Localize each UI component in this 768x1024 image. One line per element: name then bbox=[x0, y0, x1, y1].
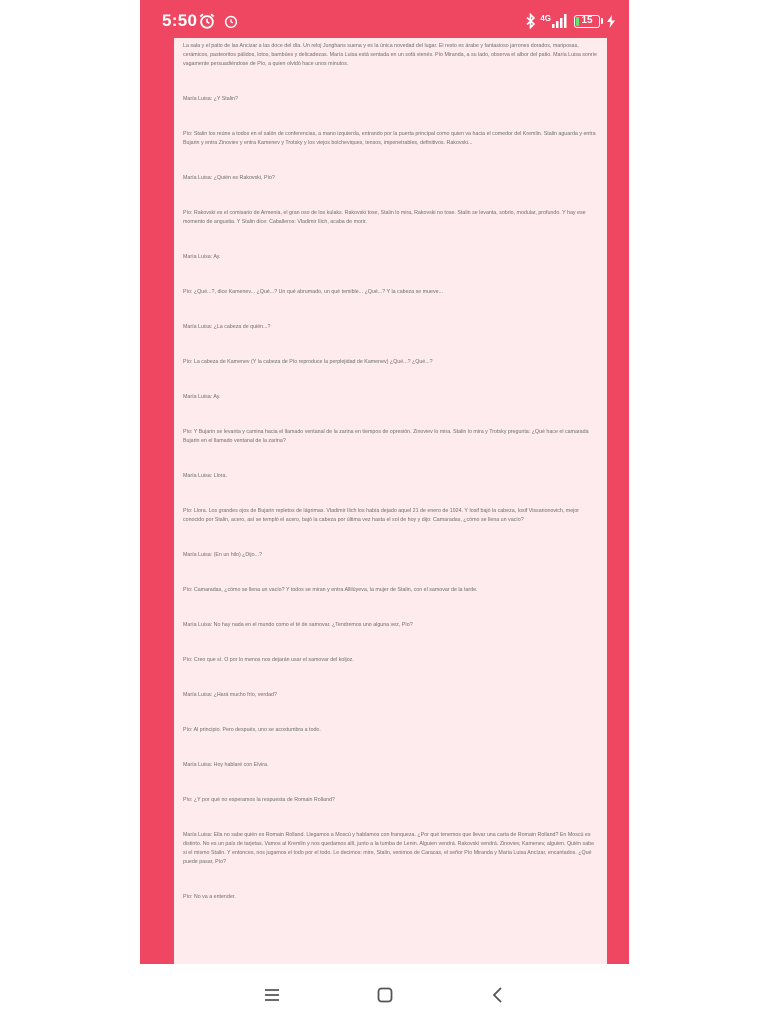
dialogue-paragraph: Pío: Camaradas, ¿cómo se llena un vacío? Y todos se miran y entra Allilúyeva, la mujer de Stalin, con el samovar de la tarde. bbox=[183, 587, 478, 593]
document-body bbox=[174, 38, 607, 902]
alarm-icon bbox=[222, 12, 240, 30]
navigation-bar bbox=[0, 964, 768, 1024]
battery-tip bbox=[601, 18, 603, 24]
dialogue-paragraph: María Luisa: ¿Hará mucho frío, verdad? bbox=[183, 692, 277, 698]
home-icon[interactable] bbox=[374, 984, 396, 1006]
dialogue-paragraph: Pío: Llora. Los grandes ojos de Bujarin repletos de lágrimas. Vladimir Ilich los había dejado aquel 21 de enero de 1924. Y Iosif bajó la cabeza, Iosif Vissarionovich, mejor conocido por Stalin, acero, así se templó el acero, bajó la cabeza por última vez hasta el sol de hoy y dijo: Camaradas, ¿cómo se llena un vacío? bbox=[183, 508, 580, 523]
dialogue-paragraph: Pío: Al principio. Pero después, uno se acostumbra a todo. bbox=[183, 727, 321, 733]
dialogue-paragraph: María Luisa: Llora. bbox=[183, 473, 227, 479]
document-page[interactable] bbox=[174, 38, 607, 964]
dialogue-paragraph: María Luisa: ¿La cabeza de quién...? bbox=[183, 324, 271, 330]
battery-indicator bbox=[574, 15, 600, 28]
alarm-icon bbox=[198, 12, 216, 30]
dialogue-paragraph: María Luisa: (En un hilo) ¿Dijo...? bbox=[183, 552, 262, 558]
dialogue-paragraph: Pío: Creo que sí. O por lo menos nos dejarán usar el samovar del koljoz. bbox=[183, 657, 354, 663]
battery-level: 15 bbox=[581, 15, 593, 26]
status-icons bbox=[526, 11, 615, 31]
dialogue-paragraph: Pío: Y Bujarin se levanta y camina hacia el llamado ventanal de la zarina en tiempos de opresión. Zinoviev lo mira. Stalin lo mira y Trotsky pregunta: ¿Qué hace el camarada Bujarin en el llamado ventanal de la zarina? bbox=[183, 429, 589, 444]
menu-icon[interactable] bbox=[261, 984, 283, 1006]
dialogue-paragraph: Pío: No va a entender. bbox=[183, 894, 236, 900]
dialogue-paragraph: María Luisa: ¿Quién es Rakovski, Pío? bbox=[183, 175, 275, 181]
signal-icon bbox=[540, 14, 570, 28]
dialogue-paragraph: Pío: La cabeza de Kamenev (Y la cabeza de Pío reproduce la perplejidad de Kamenev) ¿Qué...? ¿Qué...? bbox=[183, 359, 433, 365]
back-icon[interactable] bbox=[487, 984, 509, 1006]
dialogue-paragraph: Pío: ¿Qué...?, dice Kamenev... ¿Qué...? Un qué abrumado, un qué temible... ¿Qué...? Y la cabeza se mueve... bbox=[183, 289, 443, 295]
dialogue-paragraph: Pío: Stalin los reúne a todos en el salón de conferencias, a mano izquierda, entrando por la puerta principal como quien va hacia el comedor del Kremlin. Stalin aguarda y entra Bujarin y entra Zinoviev y entra Kamenev y Trotsky y los viejos bolcheviques, tensos, impenetrables, definitivos. Rakovski... bbox=[183, 131, 596, 146]
network-type: 4G bbox=[540, 14, 551, 23]
dialogue-paragraph: María Luisa: Ella no sabe quién es Romain Rolland. Llegamos a Moscú y hablamos con franqueza. ¿Por qué tenemos que llevar una carta de Romain Rolland? En Moscú es distinto. No es un país de tarjetas. Vamos al Kremlin y nos quedamos allí, junto a la tumba de Lenin. Alguien vendrá. Rakovski vendrá. Zinoviev, Kamenev, alguien. Quién sabe si el mismo Stalin. Y entonces, nos jugamos el todo por el todo. Le decimos: mire, Stalin, venimos de Caracas, el señor Pío Miranda y María Luisa Ancízar, encantados. ¿Qué puede pasar, Pío? bbox=[183, 832, 595, 865]
dialogue-paragraph: Pío: Rakovski es el comisario de Armenia, el gran oso de los kulaks. Rakovski tose, Stalin lo mira, Rakovski no tose. Stalin se levanta, sobrio, modular, profundo. Y hay ese momento de angustia. Y Stalin dice: Caballeros: Vladimir Ilich, acaba de morir. bbox=[183, 210, 586, 225]
dialogue-paragraph: Pío: ¿Y por qué no esperamos la respuesta de Romain Rolland? bbox=[183, 797, 335, 803]
charging-icon bbox=[607, 15, 615, 28]
status-bar bbox=[140, 0, 629, 40]
bluetooth-icon bbox=[526, 13, 536, 29]
dialogue-paragraph: María Luisa: No hay nada en el mundo como el té de samovar. ¿Tendremos uno alguna vez, Pío? bbox=[183, 622, 413, 628]
dialogue-paragraph: La sala y el patio de las Ancizar a las doce del día. Un reloj Junghans suena y es la única novedad del lugar. El resto es árabe y fantasioso jarrones dorados, mariposas, cerámicos, pasteoritos pálidos, lotos, bambúes y delicadezas. María Luisa está sentada en un sofá vienés. Pío Miranda, a su lado, observa el albor del patio. María Luisa sonríe vagamente persuadiéndose de Pío, a quien olvidó hace unos minutos. bbox=[183, 43, 597, 67]
status-time: 5:50 bbox=[162, 11, 198, 30]
battery-fill bbox=[576, 17, 579, 26]
dialogue-paragraph: María Luisa: Hoy hablaré con Elvira. bbox=[183, 762, 269, 768]
app-frame bbox=[140, 0, 629, 964]
dialogue-paragraph: María Luisa: ¿Y Stalin? bbox=[183, 96, 238, 102]
dialogue-paragraph: María Luisa: Ay. bbox=[183, 254, 221, 260]
dialogue-paragraph: María Luisa: Ay. bbox=[183, 394, 221, 400]
